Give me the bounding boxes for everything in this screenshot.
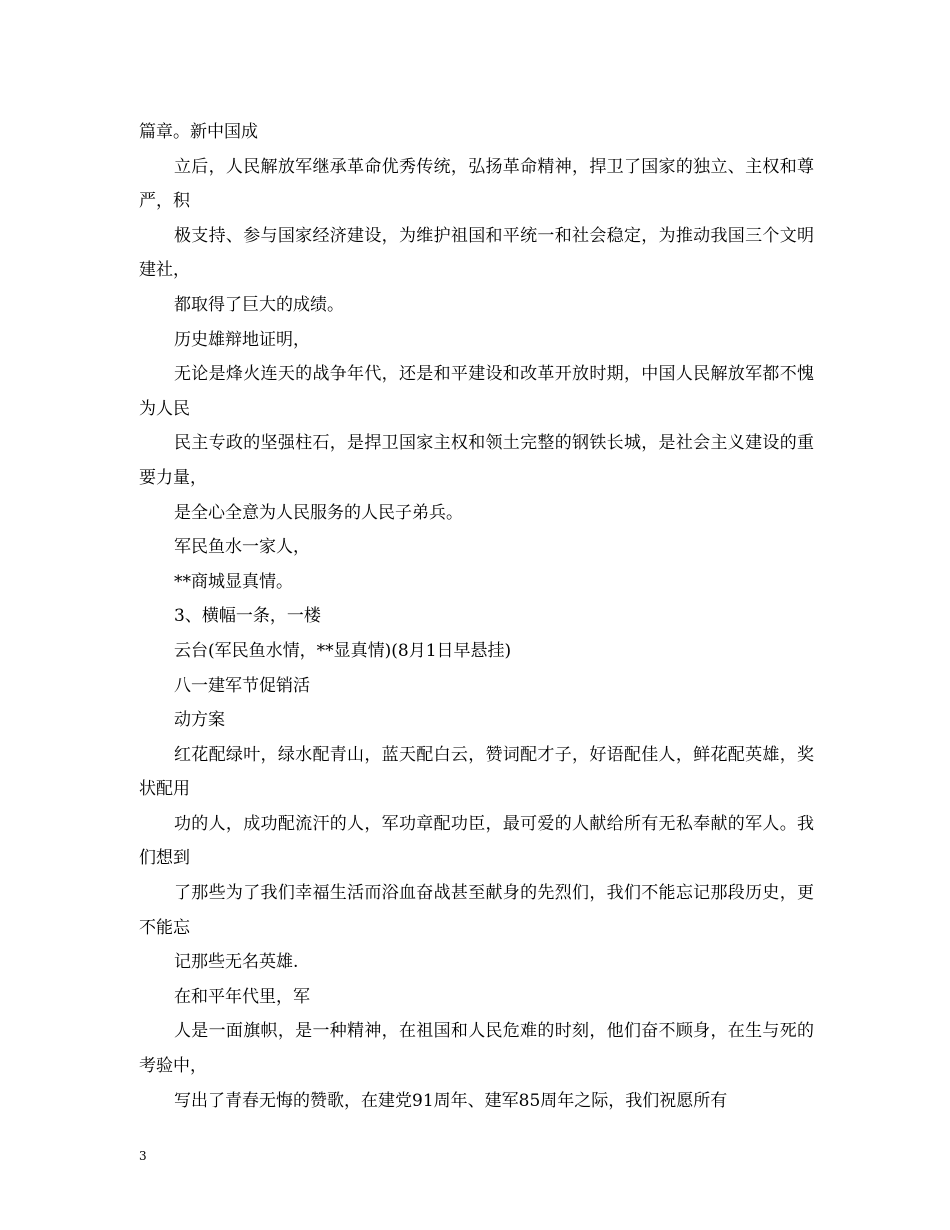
page-number: 3 bbox=[139, 1149, 147, 1163]
paragraph: 无论是烽火连天的战争年代，还是和平建设和改革开放时期，中国人民解放军都不愧为人民 bbox=[139, 364, 814, 419]
paragraph: 云台(军民鱼水情，**显真情)(8月1日早悬挂) bbox=[174, 640, 512, 661]
paragraph: 民主专政的坚强柱石，是捍卫国家主权和领土完整的钢铁长城，是社会主义建设的重要力量， bbox=[139, 433, 814, 488]
paragraph: 功的人，成功配流汗的人，军功章配功臣，最可爱的人献给所有无私奉献的军人。我们想到 bbox=[139, 813, 814, 869]
paragraph: 人是一面旗帜，是一种精神，在祖国和人民危难的时刻，他们奋不顾身，在生与死的考验中， bbox=[139, 1021, 814, 1077]
paragraph: 是全心全意为人民服务的人民子弟兵。 bbox=[174, 502, 463, 523]
paragraph: 极支持、参与国家经济建设，为维护祖国和平统一和社会稳定，为推动我国三个文明建社， bbox=[139, 225, 814, 281]
paragraph: 在和平年代里，军 bbox=[174, 986, 310, 1007]
paragraph: 历史雄辩地证明， bbox=[174, 329, 310, 350]
paragraph: 3、横幅一条，一楼 bbox=[174, 606, 321, 627]
paragraph: 军民鱼水一家人， bbox=[174, 537, 310, 558]
paragraph: 写出了青春无悔的赞歌，在建党91周年、建军85周年之际，我们祝愿所有 bbox=[174, 1090, 728, 1111]
paragraph: 了那些为了我们幸福生活而浴血奋战甚至献身的先烈们，我们不能忘记那段历史，更不能忘 bbox=[139, 883, 814, 938]
paragraph: 篇章。新中国成 bbox=[139, 122, 258, 142]
paragraph: 都取得了巨大的成绩。 bbox=[174, 294, 344, 315]
paragraph: 记那些无名英雄. bbox=[174, 952, 299, 973]
paragraph: 红花配绿叶，绿水配青山，蓝天配白云，赞词配才子，好语配佳人，鲜花配英雄，奖状配用 bbox=[139, 744, 814, 800]
body-text bbox=[139, 115, 814, 1118]
paragraph: 八一建军节促销活 bbox=[174, 675, 310, 696]
paragraph: 动方案 bbox=[174, 710, 225, 731]
paragraph: 立后，人民解放军继承革命优秀传统，弘扬革命精神，捍卫了国家的独立、主权和尊严，积 bbox=[139, 156, 814, 212]
paragraph: **商城显真情。 bbox=[174, 571, 293, 592]
